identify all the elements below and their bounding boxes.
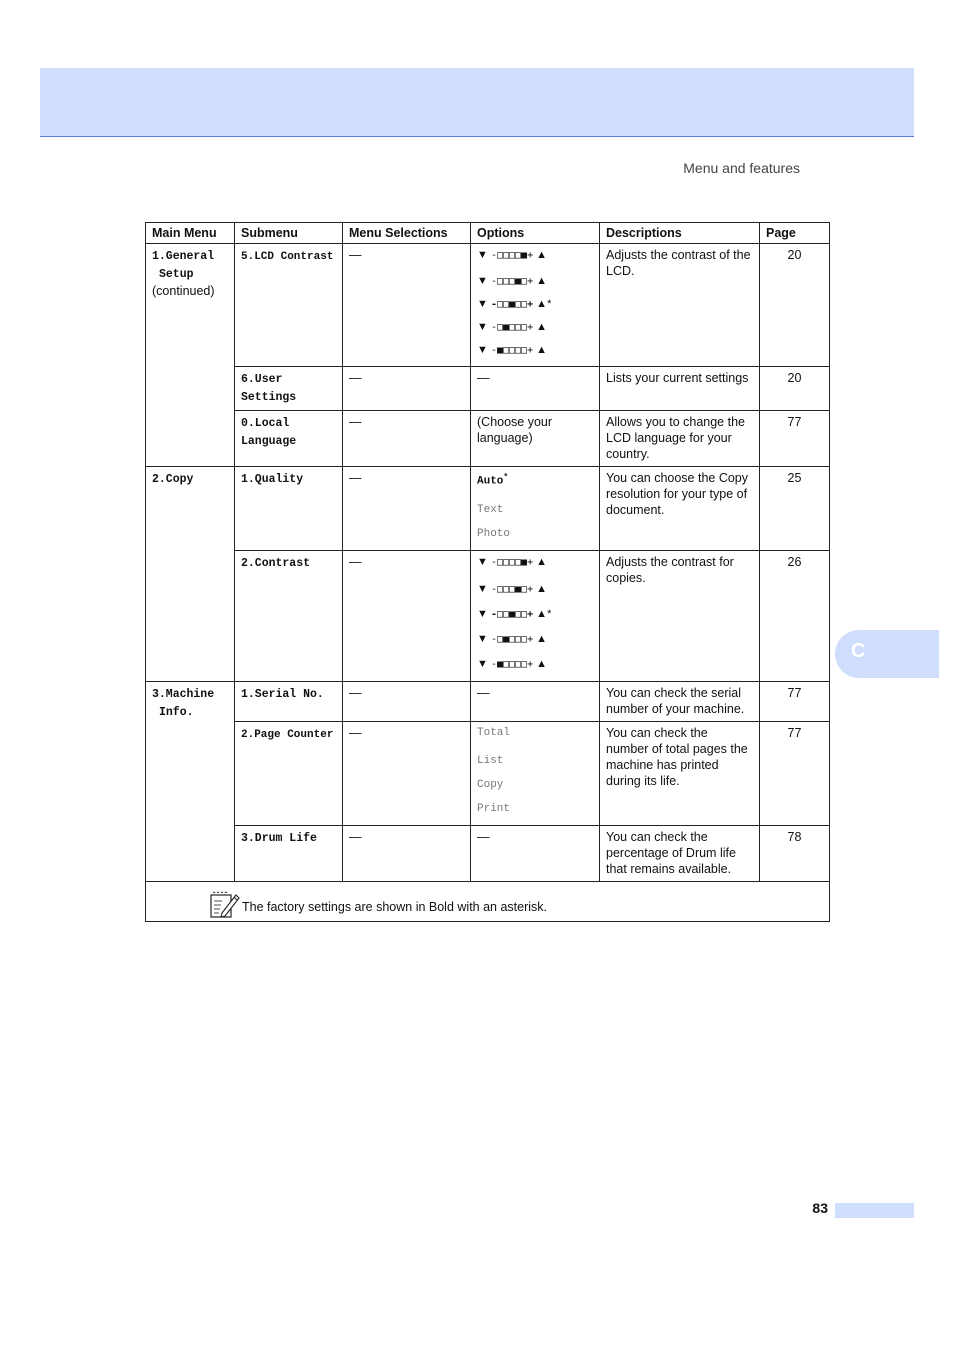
- table-row: [146, 681, 830, 721]
- menu-selection-dash: —: [349, 371, 362, 385]
- table-row: [146, 411, 830, 467]
- col-page: Page: [760, 223, 830, 244]
- col-main-menu: Main Menu: [146, 223, 235, 244]
- main-menu-copy: [146, 467, 235, 682]
- quality-options: [471, 467, 600, 551]
- description: Adjusts the contrast for copies.: [600, 550, 760, 681]
- main-menu-label: 2.Copy: [152, 473, 194, 486]
- table-row: [146, 367, 830, 411]
- description: Lists your current settings: [600, 367, 760, 411]
- option-dash: —: [477, 829, 490, 844]
- description: Allows you to change the LCD language for your country.: [600, 411, 760, 467]
- submenu-contrast: 2.Contrast: [241, 556, 311, 570]
- col-submenu: Submenu: [235, 223, 343, 244]
- option-print: Print: [477, 802, 511, 815]
- menu-selection-dash: —: [349, 248, 362, 262]
- submenu-local-language: Language: [241, 435, 297, 448]
- description: Adjusts the contrast of the LCD.: [600, 244, 760, 367]
- menu-selection-dash: —: [349, 685, 362, 700]
- description: You can check the number of total pages the machine has printed during its life.: [600, 721, 760, 825]
- language-option: (Choose your language): [471, 411, 600, 467]
- menu-selection-dash: —: [349, 725, 362, 740]
- option-dash: —: [477, 371, 490, 385]
- contrast-level: ▼ -■□□□□+ ▲: [477, 657, 548, 670]
- contrast-level-default: ▼ -□□■□□+ ▲*: [477, 607, 552, 620]
- description: You can choose the Copy resolution for your type of document.: [600, 467, 760, 551]
- contrast-level: ▼ -□□□□■+ ▲: [477, 249, 548, 261]
- col-descriptions: Descriptions: [600, 223, 760, 244]
- description: You can check the percentage of Drum life that remains available.: [600, 825, 760, 881]
- submenu-local-language: 0.Local: [241, 417, 290, 430]
- contrast-level: ▼ -□■□□□+ ▲: [477, 632, 548, 645]
- option-photo: Photo: [477, 527, 511, 540]
- menu-selection-dash: —: [349, 554, 362, 569]
- table-row: [146, 467, 830, 551]
- menu-selection-dash: —: [349, 415, 362, 429]
- contrast-level: ▼ -□□□■□+ ▲: [477, 582, 548, 595]
- continued-note: (continued): [152, 284, 215, 298]
- header-band: [40, 68, 914, 137]
- page-ref: 77: [760, 721, 830, 825]
- option-text: Text: [477, 503, 504, 516]
- menu-selection-dash: —: [349, 829, 362, 844]
- running-header: Menu and features: [683, 160, 800, 176]
- main-menu-label: Info.: [159, 705, 194, 719]
- table-row: [146, 244, 830, 367]
- contrast-level: ▼ -□□□□■+ ▲: [477, 555, 548, 568]
- option-dash: —: [477, 685, 490, 700]
- note-row: [146, 881, 830, 921]
- col-menu-selections: Menu Selections: [343, 223, 471, 244]
- contrast-level: ▼ -■□□□□+ ▲: [477, 344, 548, 356]
- page-ref: 20: [760, 244, 830, 367]
- contrast-level-default: ▼ -□□■□□+ ▲*: [477, 298, 552, 310]
- page-ref: 77: [760, 411, 830, 467]
- page-ref: 26: [760, 550, 830, 681]
- option-auto: Auto*: [477, 473, 509, 488]
- page-ref: 20: [760, 367, 830, 411]
- submenu-page-counter: 2.Page Counter: [241, 728, 334, 741]
- submenu-serial-no: 1.Serial No.: [241, 687, 324, 701]
- page-ref: 78: [760, 825, 830, 881]
- contrast-options: [471, 550, 600, 681]
- table-row: [146, 550, 830, 681]
- page-number: 83: [812, 1200, 828, 1216]
- main-menu-label: 1.General: [152, 250, 215, 263]
- chapter-letter: C: [851, 640, 866, 662]
- contrast-options: [471, 244, 600, 367]
- submenu-user-settings: 6.User: [241, 373, 283, 386]
- option-copy: Copy: [477, 778, 504, 791]
- menu-table: [145, 222, 830, 922]
- main-menu-label: 3.Machine: [152, 687, 215, 701]
- page-ref: 77: [760, 681, 830, 721]
- submenu-lcd-contrast: 5.LCD Contrast: [241, 251, 334, 263]
- col-options: Options: [471, 223, 600, 244]
- contrast-level: ▼ -□■□□□+ ▲: [477, 321, 548, 333]
- page-ref: 25: [760, 467, 830, 551]
- submenu-quality: 1.Quality: [241, 473, 304, 486]
- option-total: Total: [477, 726, 511, 739]
- factory-settings-note: The factory settings are shown in Bold with an asterisk.: [242, 899, 548, 914]
- header-row: [146, 223, 830, 244]
- table-row: [146, 721, 830, 825]
- description: You can check the serial number of your machine.: [600, 681, 760, 721]
- menu-selection-dash: —: [349, 471, 362, 485]
- option-list: List: [477, 754, 504, 767]
- table-row: [146, 825, 830, 881]
- page-counter-options: [471, 721, 600, 825]
- main-menu-machine-info: [146, 681, 235, 881]
- submenu-user-settings: Settings: [241, 391, 297, 404]
- main-menu-label: Setup: [159, 268, 194, 281]
- chapter-tab: [835, 630, 939, 678]
- page-number-bar: [835, 1203, 914, 1218]
- main-menu-general-setup: [146, 244, 235, 467]
- contrast-level: ▼ -□□□■□+ ▲: [477, 275, 548, 287]
- submenu-drum-life: 3.Drum Life: [241, 831, 317, 845]
- note-pencil-icon: [208, 889, 242, 919]
